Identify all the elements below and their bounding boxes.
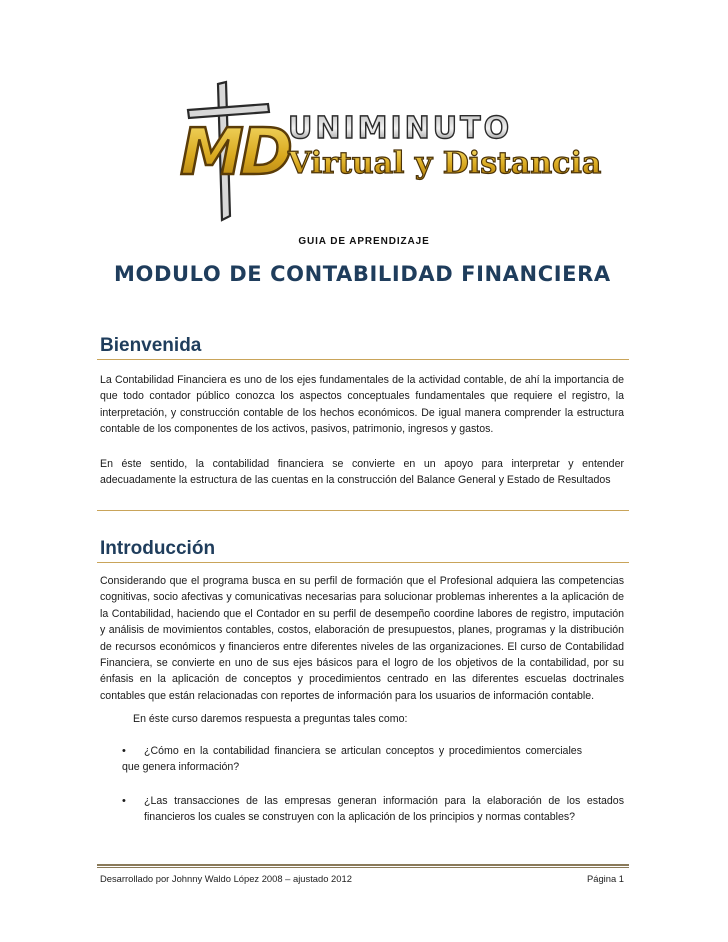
module-title: MODULO DE CONTABILIDAD FINANCIERA xyxy=(114,262,611,286)
logo-initials: MD xyxy=(180,116,289,190)
bullet-icon: • xyxy=(122,745,126,757)
bienvenida-heading: Bienvenida xyxy=(100,335,202,356)
page-number: Página 1 xyxy=(586,873,624,884)
footer-rule xyxy=(97,864,629,866)
question-item: ¿Cómo en la contabilidad financiera se articulan conceptos y procedimientos comerciales que genera información? xyxy=(122,745,582,774)
uniminuto-logo xyxy=(172,76,602,226)
introduccion-paragraph: Considerando que el programa busca en su perfil de formación que el Profesional adquiera las competencias cognitivas, socio afectivas y comunicativas necesarias para solucionar problemas inherentes a la aplicación de la Contabilidad, haciendo que el Contador en su perfil de desempeño coordine labores de registro, imputación y análisis de movimientos contables, costos, elaboración de presupuestos, planes, programas y la distribución de recursos económicos y financieros entre diferentes niveles de las organizaciones. El curso de Contabilidad Financiera, se convierte en uno de sus ejes básicos para el logro de los objetivos de la contabilidad, por su énfasis en la aplicación de conceptos y procedimientos centrado en las diferentes escuelas doctrinales contables que están relacionadas con reportes de información para los usuarios de información contable. xyxy=(100,575,624,702)
question-item: ¿Las transacciones de las empresas generan información para la elaboración de los estados financieros los cuales se construyen con la aplicación de los principios y normas contables? xyxy=(144,795,624,824)
questions-lead: En éste curso daremos respuesta a preguntas tales como: xyxy=(133,713,408,725)
footer-rule-thin xyxy=(97,867,629,868)
introduccion-heading: Introducción xyxy=(100,538,216,559)
guide-label: GUIA DE APRENDIZAJE xyxy=(298,236,430,247)
logo-tagline: Virtual y Distancia xyxy=(288,146,602,181)
introduccion-rule xyxy=(97,562,629,563)
bienvenida-rule xyxy=(97,359,629,360)
bienvenida-paragraph-1: La Contabilidad Financiera es uno de los ejes fundamentales de la actividad contable, de ahí la importancia de que todo contador público conozca los aspectos conceptuales fundamentales que requiere el registro, la interpretación, y construcción contable de los hechos económicos. De igual manera comprender la estructura contable de los componentes de los activos, pasivos, patrimonio, ingresos y gastos. xyxy=(100,374,624,436)
logo-brand: UNIMINUTO xyxy=(288,111,513,146)
bienvenida-paragraph-2: En éste sentido, la contabilidad financiera se convierte en un apoyo para interpretar y entender adecuadamente la estructura de las cuentas en la construcción del Balance General y Estado de Resultados xyxy=(100,458,624,487)
bienvenida-end-rule xyxy=(97,510,629,511)
bullet-icon: • xyxy=(122,795,126,807)
footer-credit: Desarrollado por Johnny Waldo López 2008 – ajustado 2012 xyxy=(100,873,352,884)
